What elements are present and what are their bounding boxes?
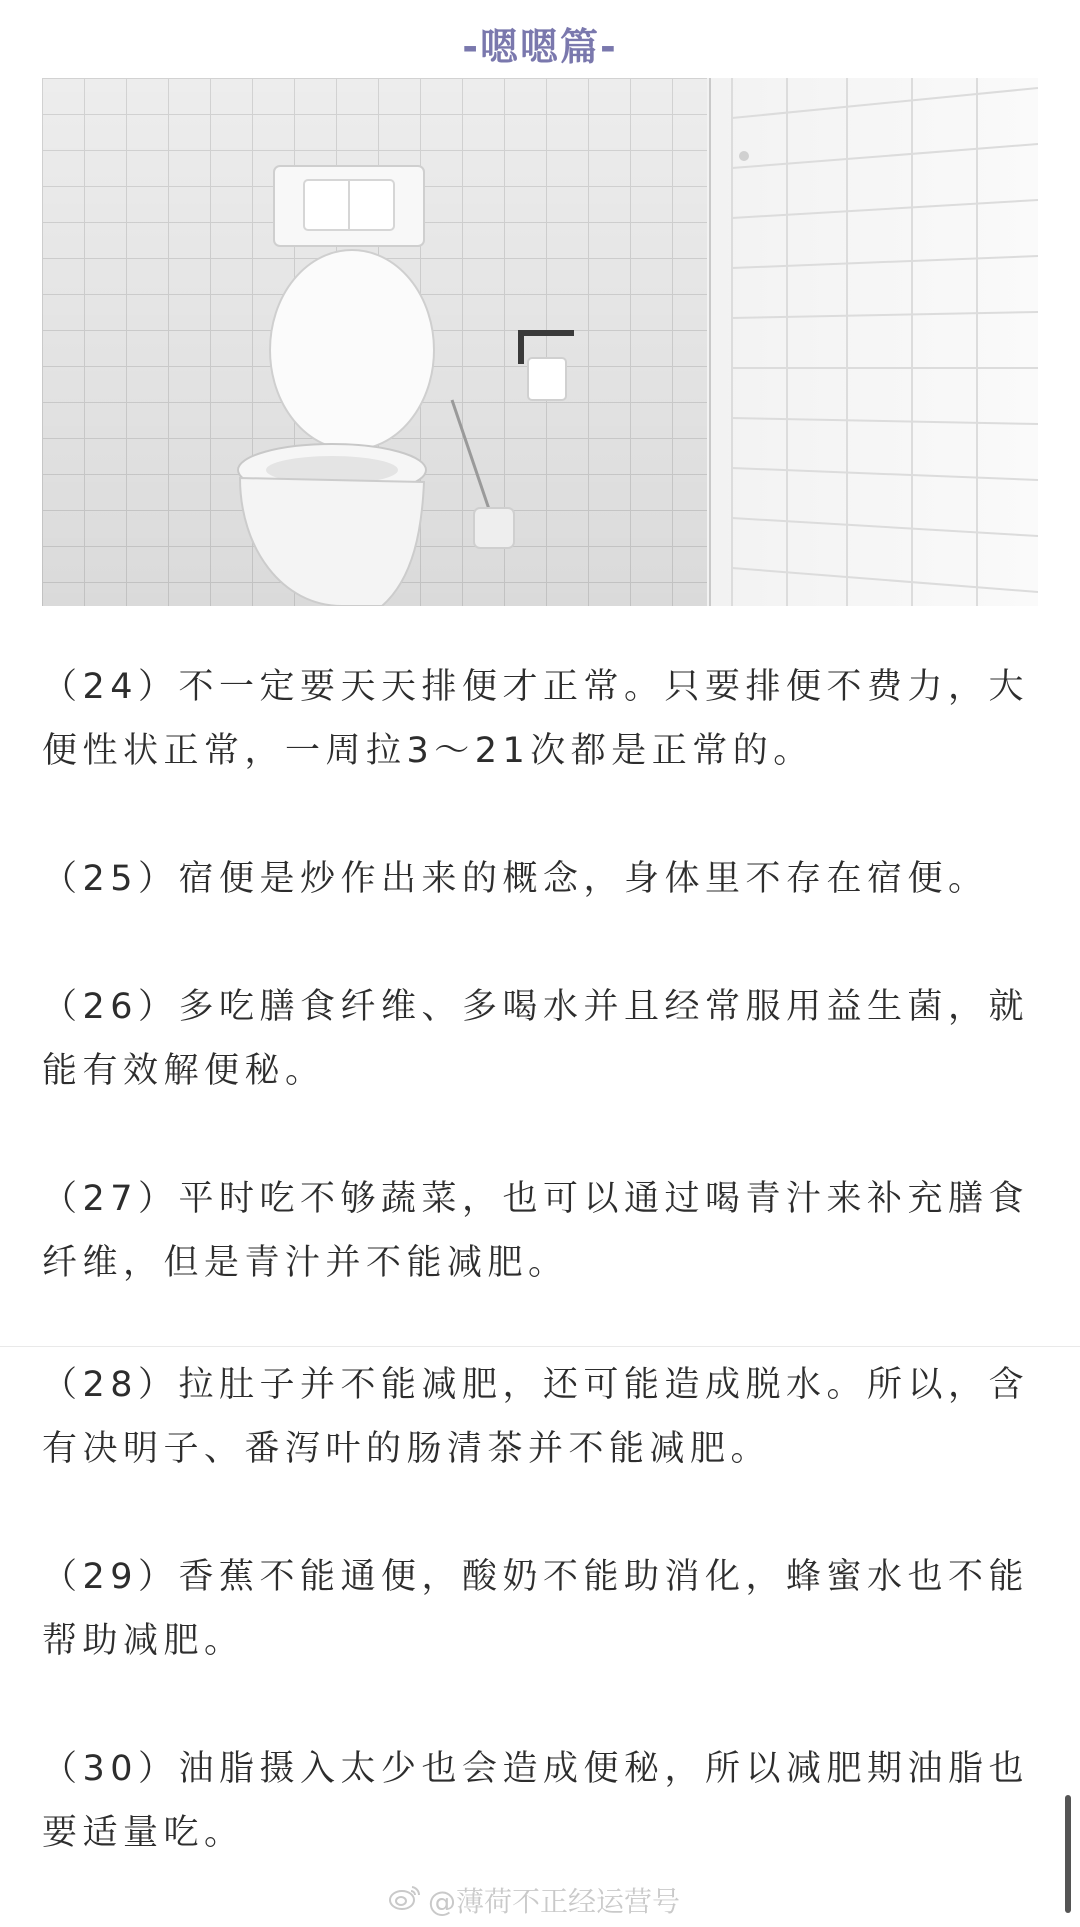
watermark-text: @薄荷不正经运营号 (428, 1885, 681, 1918)
tip-25: （25）宿便是炒作出来的概念，身体里不存在宿便。 (42, 859, 989, 899)
tip-26: （26）多吃膳食纤维、多喝水并且经常服用益生菌，就能有效解便秘。 (42, 987, 1030, 1091)
scrollbar[interactable] (1065, 1795, 1071, 1913)
tip-24: （24）不一定要天天排便才正常。只要排便不费力，大便性状正常，一周拉3～21次都是正常的。 (42, 667, 1030, 771)
page-divider (0, 1346, 1080, 1347)
tip-28: （28）拉肚子并不能减肥，还可能造成脱水。所以，含有决明子、番泻叶的肠清茶并不能减肥。 (42, 1365, 1030, 1469)
tip-27: （27）平时吃不够蔬菜，也可以通过喝青汁来补充膳食纤维，但是青汁并不能减肥。 (42, 1179, 1030, 1283)
toilet-photo (42, 78, 1038, 606)
tips-list (42, 655, 1042, 1865)
tip-29: （29）香蕉不能通便，酸奶不能助消化，蜂蜜水也不能帮助减肥。 (42, 1557, 1030, 1661)
section-title: -嗯嗯篇- (462, 25, 618, 69)
tip-30: （30）油脂摄入太少也会造成便秘，所以减肥期油脂也要适量吃。 (42, 1749, 1030, 1853)
weibo-icon (388, 1883, 422, 1918)
watermark (388, 1880, 680, 1920)
